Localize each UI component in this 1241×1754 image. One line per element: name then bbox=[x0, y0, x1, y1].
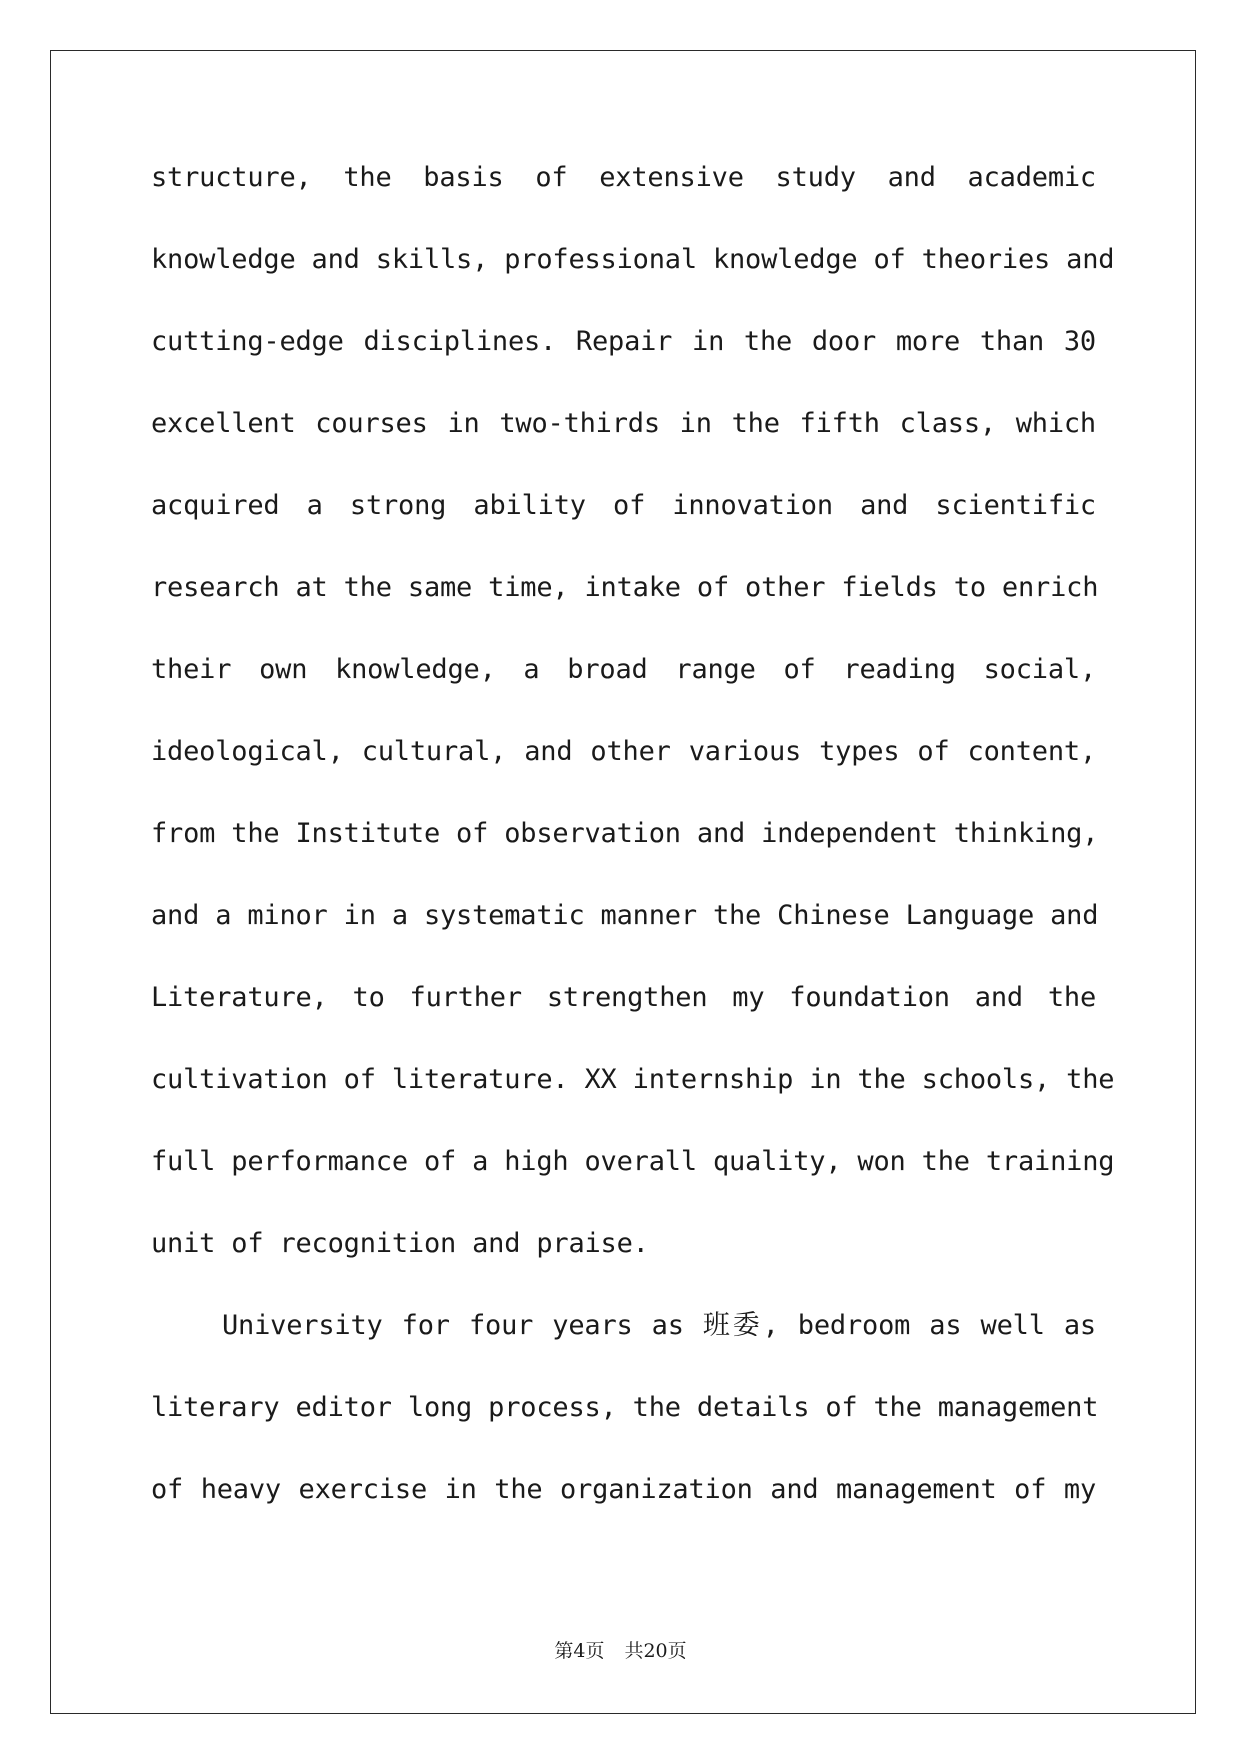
page-footer bbox=[0, 1636, 1241, 1663]
text-line: research at the same time, intake of other fields to enrich bbox=[151, 572, 1099, 603]
text-line: literary editor long process, the details of the management bbox=[151, 1392, 1099, 1423]
text-line: full performance of a high overall quality, won the training bbox=[151, 1146, 1115, 1177]
text-line: their own knowledge, a broad range of reading social, bbox=[151, 654, 1096, 685]
text-line: and a minor in a systematic manner the Chinese Language and bbox=[151, 900, 1099, 931]
document-body bbox=[151, 160, 1115, 1554]
text-line: excellent courses in two-thirds in the fifth class, which bbox=[151, 408, 1096, 439]
text-line: acquired a strong ability of innovation and scientific bbox=[151, 490, 1096, 521]
text-line: cultivation of literature. XX internship in the schools, the bbox=[151, 1064, 1115, 1095]
text-line: University for four years as 班委, bedroom as well as bbox=[222, 1310, 1096, 1341]
text-line: ideological, cultural, and other various types of content, bbox=[151, 736, 1096, 767]
text-line: from the Institute of observation and independent thinking, bbox=[151, 818, 1099, 849]
text-line: Literature, to further strengthen my foundation and the bbox=[151, 982, 1096, 1013]
text-line: unit of recognition and praise. bbox=[151, 1228, 649, 1259]
text-line: of heavy exercise in the organization and management of my bbox=[151, 1474, 1096, 1505]
text-line: cutting-edge disciplines. Repair in the door more than 30 bbox=[151, 326, 1096, 357]
text-line: structure, the basis of extensive study and academic bbox=[151, 162, 1096, 193]
page-total: 共20页 bbox=[624, 1640, 687, 1662]
text-line: knowledge and skills, professional knowledge of theories and bbox=[151, 244, 1115, 275]
page-number: 第4页 bbox=[554, 1640, 605, 1662]
